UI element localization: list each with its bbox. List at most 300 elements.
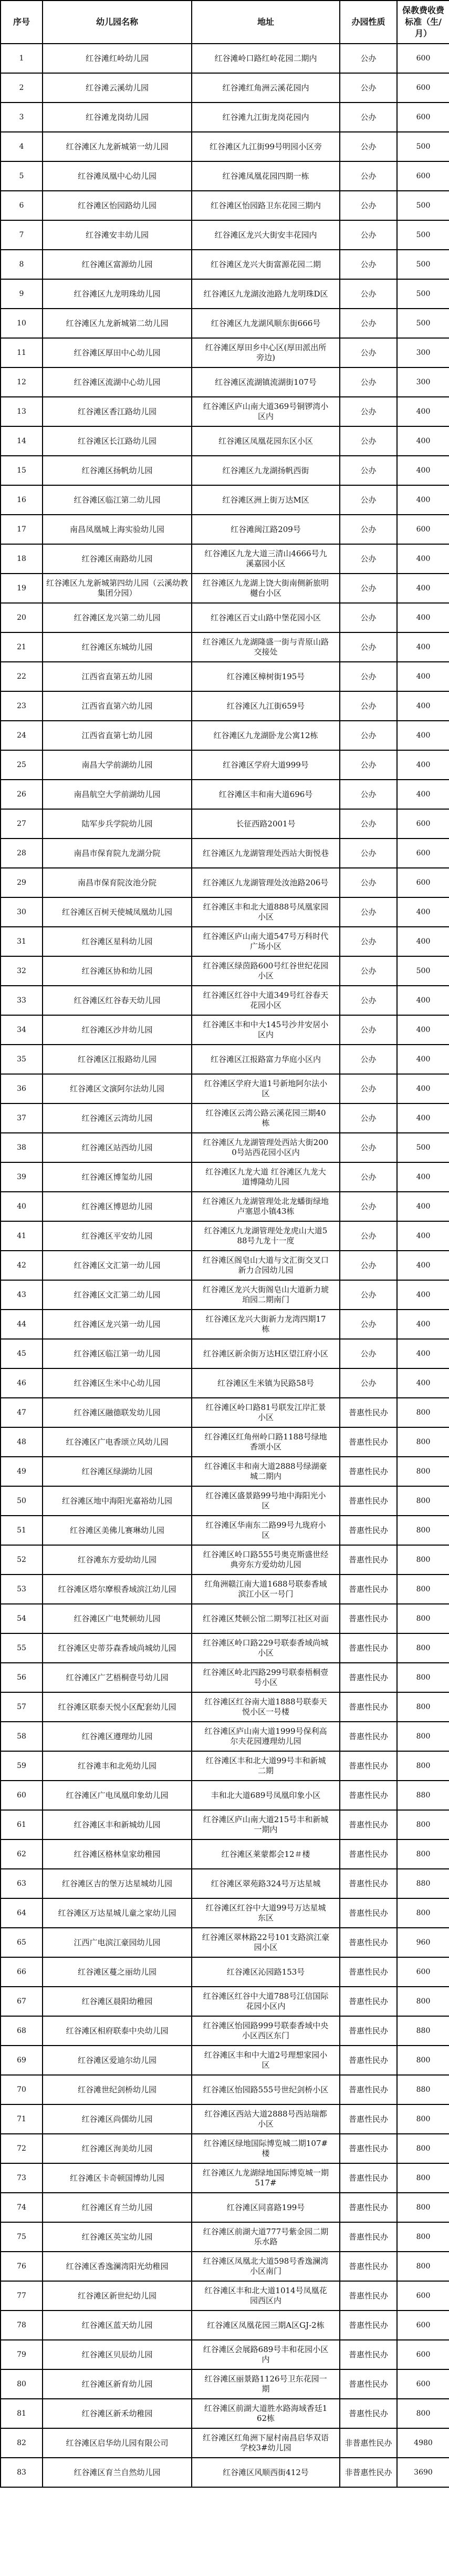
school-type: 普惠性民办 bbox=[340, 1898, 397, 1928]
school-type: 普惠性民办 bbox=[340, 2046, 397, 2075]
row-number: 18 bbox=[1, 544, 43, 574]
address: 红谷滩区华南东二路99号九珑府小区 bbox=[192, 1516, 340, 1545]
school-type: 公办 bbox=[340, 103, 397, 132]
address: 红谷滩凤凰花园四期一栋 bbox=[192, 161, 340, 191]
school-type: 公办 bbox=[340, 750, 397, 780]
table-row bbox=[1, 367, 449, 397]
monthly-fee: 800 bbox=[397, 2046, 449, 2075]
kindergarten-name: 红谷滩区绿湖幼儿园 bbox=[43, 1457, 192, 1486]
kindergarten-name: 红谷滩区格林皇家幼稚园 bbox=[43, 1839, 192, 1869]
address: 红谷滩区九龙大道 红谷滩区九龙大道博隆幼儿园 bbox=[192, 1162, 340, 1192]
table-row bbox=[1, 1751, 449, 1781]
school-type: 公办 bbox=[340, 574, 397, 603]
table-row bbox=[1, 956, 449, 986]
table-row bbox=[1, 1074, 449, 1103]
row-number: 63 bbox=[1, 1869, 43, 1898]
monthly-fee: 600 bbox=[397, 809, 449, 839]
row-number: 34 bbox=[1, 1015, 43, 1045]
monthly-fee: 400 bbox=[397, 1015, 449, 1045]
school-type: 公办 bbox=[340, 662, 397, 691]
row-number: 10 bbox=[1, 309, 43, 338]
monthly-fee: 800 bbox=[397, 1457, 449, 1486]
row-number: 16 bbox=[1, 485, 43, 515]
row-number: 15 bbox=[1, 456, 43, 485]
kindergarten-name: 南昌大学前湖幼儿园 bbox=[43, 750, 192, 780]
table-row bbox=[1, 662, 449, 691]
school-type: 公办 bbox=[340, 1074, 397, 1103]
table-row bbox=[1, 897, 449, 927]
school-type: 公办 bbox=[340, 986, 397, 1015]
monthly-fee: 400 bbox=[397, 1103, 449, 1133]
address: 红谷滩区九龙湖管理处汝池路206号 bbox=[192, 868, 340, 897]
address: 红谷滩区龙兴大街阁皂山大道新力琥珀园二期南门 bbox=[192, 1280, 340, 1310]
kindergarten-name: 红谷滩区长江路幼儿园 bbox=[43, 426, 192, 456]
table-row bbox=[1, 1781, 449, 1810]
monthly-fee: 800 bbox=[397, 2134, 449, 2163]
monthly-fee: 400 bbox=[397, 1045, 449, 1074]
monthly-fee: 600 bbox=[397, 2311, 449, 2340]
school-type: 普惠性民办 bbox=[340, 2075, 397, 2104]
table-header-row bbox=[1, 1, 449, 44]
kindergarten-name: 红谷滩龙岗幼儿园 bbox=[43, 103, 192, 132]
address: 红谷滩区百丈山路中堡花园小区 bbox=[192, 603, 340, 632]
row-number: 1 bbox=[1, 44, 43, 73]
address: 红谷滩区红谷中大道349号红谷春天花园小区 bbox=[192, 986, 340, 1015]
row-number: 70 bbox=[1, 2075, 43, 2104]
monthly-fee: 400 bbox=[397, 1368, 449, 1398]
school-type: 公办 bbox=[340, 1015, 397, 1045]
address: 红谷滩区丰和北大道99号丰和新城二期 bbox=[192, 1751, 340, 1781]
table-row bbox=[1, 986, 449, 1015]
kindergarten-name: 红谷滩丰和北苑幼儿园 bbox=[43, 1751, 192, 1781]
school-type: 公办 bbox=[340, 868, 397, 897]
address: 红谷滩区丰和中大145号沙井安居小区内 bbox=[192, 1015, 340, 1045]
table-row bbox=[1, 2163, 449, 2193]
row-number: 81 bbox=[1, 2399, 43, 2428]
address: 丰和北大道689号凤凰印象小区 bbox=[192, 1781, 340, 1810]
school-type: 普惠性民办 bbox=[340, 1486, 397, 1516]
monthly-fee: 3690 bbox=[397, 2458, 449, 2487]
monthly-fee: 880 bbox=[397, 2016, 449, 2046]
kindergarten-name: 红谷滩区九龙明珠幼儿园 bbox=[43, 279, 192, 309]
monthly-fee: 500 bbox=[397, 309, 449, 338]
monthly-fee: 500 bbox=[397, 956, 449, 986]
kindergarten-name: 红谷滩区临江第一幼儿园 bbox=[43, 1339, 192, 1368]
row-number: 5 bbox=[1, 161, 43, 191]
school-type: 公办 bbox=[340, 1280, 397, 1310]
kindergarten-name: 红谷滩凤凰中心幼儿园 bbox=[43, 161, 192, 191]
address: 红谷滩区沁园路153号 bbox=[192, 1957, 340, 1987]
kindergarten-name: 红谷滩区尚儒幼儿园 bbox=[43, 2104, 192, 2134]
table-row bbox=[1, 574, 449, 603]
address: 红谷滩区龙兴大街富源花园二期 bbox=[192, 250, 340, 279]
table-row bbox=[1, 2311, 449, 2340]
address: 红谷滩区生米镇为民路58号 bbox=[192, 1368, 340, 1398]
school-type: 公办 bbox=[340, 1103, 397, 1133]
monthly-fee: 400 bbox=[397, 632, 449, 662]
kindergarten-name: 红谷滩区博恩幼儿园 bbox=[43, 1192, 192, 1221]
kindergarten-name: 红谷滩区文汇第一幼儿园 bbox=[43, 1251, 192, 1280]
address: 红谷滩区九江街99号明园小区旁 bbox=[192, 132, 340, 161]
row-number: 83 bbox=[1, 2458, 43, 2487]
school-type: 普惠性民办 bbox=[340, 1427, 397, 1457]
school-type: 普惠性民办 bbox=[340, 1928, 397, 1957]
table-row bbox=[1, 2340, 449, 2369]
kindergarten-name: 红谷滩区塔尔摩根香域滨江幼儿园 bbox=[43, 1575, 192, 1604]
school-type: 普惠性民办 bbox=[340, 1516, 397, 1545]
table-row bbox=[1, 1516, 449, 1545]
row-number: 54 bbox=[1, 1604, 43, 1633]
row-number: 11 bbox=[1, 338, 43, 367]
row-number: 44 bbox=[1, 1310, 43, 1339]
row-number: 73 bbox=[1, 2163, 43, 2193]
school-type: 普惠性民办 bbox=[340, 1457, 397, 1486]
monthly-fee: 600 bbox=[397, 2281, 449, 2311]
table-row bbox=[1, 1015, 449, 1045]
row-number: 36 bbox=[1, 1074, 43, 1103]
kindergarten-name: 红谷滩区广电梵顿幼儿园 bbox=[43, 1604, 192, 1633]
kindergarten-name: 江西省直第七幼儿园 bbox=[43, 721, 192, 750]
school-type: 公办 bbox=[340, 456, 397, 485]
kindergarten-name: 红谷滩区广电香颂立风幼儿园 bbox=[43, 1427, 192, 1457]
address: 红谷滩区怡园路555号世纪剑桥小区 bbox=[192, 2075, 340, 2104]
kindergarten-name: 南昌航空大学前湖幼儿园 bbox=[43, 780, 192, 809]
monthly-fee: 400 bbox=[397, 603, 449, 632]
row-number: 31 bbox=[1, 927, 43, 956]
address: 红谷滩区九龙湖上饶大街南侧新旅明樾台小区 bbox=[192, 574, 340, 603]
monthly-fee: 800 bbox=[397, 2104, 449, 2134]
row-number: 4 bbox=[1, 132, 43, 161]
row-number: 45 bbox=[1, 1339, 43, 1368]
table-row bbox=[1, 1898, 449, 1928]
address: 红谷滩区凤凰花园东区小区 bbox=[192, 426, 340, 456]
row-number: 12 bbox=[1, 367, 43, 397]
table-row bbox=[1, 2222, 449, 2252]
table-row bbox=[1, 161, 449, 191]
address: 红谷滩区翠苑路324号万达星城 bbox=[192, 1869, 340, 1898]
address: 红谷滩红角洲云溪花园内 bbox=[192, 73, 340, 103]
table-row bbox=[1, 2399, 449, 2428]
row-number: 64 bbox=[1, 1898, 43, 1928]
school-type: 普惠性民办 bbox=[340, 2163, 397, 2193]
monthly-fee: 400 bbox=[397, 426, 449, 456]
row-number: 30 bbox=[1, 897, 43, 927]
table-row bbox=[1, 780, 449, 809]
table-row bbox=[1, 1987, 449, 2016]
address: 红谷滩区风顺西街412号 bbox=[192, 2458, 340, 2487]
kindergarten-name: 红谷滩区龙兴第一幼儿园 bbox=[43, 1310, 192, 1339]
table-row bbox=[1, 1457, 449, 1486]
row-number: 61 bbox=[1, 1810, 43, 1839]
school-type: 普惠性民办 bbox=[340, 1545, 397, 1575]
monthly-fee: 400 bbox=[397, 897, 449, 927]
monthly-fee: 800 bbox=[397, 1633, 449, 1663]
table-row bbox=[1, 279, 449, 309]
table-row bbox=[1, 1310, 449, 1339]
monthly-fee: 600 bbox=[397, 515, 449, 544]
monthly-fee: 800 bbox=[397, 1486, 449, 1516]
kindergarten-name: 红谷滩区丰和新城幼儿园 bbox=[43, 1810, 192, 1839]
header-name: 幼儿园名称 bbox=[43, 1, 192, 44]
table-row bbox=[1, 2134, 449, 2163]
kindergarten-name: 红谷滩区临江第二幼儿园 bbox=[43, 485, 192, 515]
school-type: 非普惠性民办 bbox=[340, 2428, 397, 2458]
address: 红谷滩区红谷中大道99号万达星城东区 bbox=[192, 1898, 340, 1928]
row-number: 49 bbox=[1, 1457, 43, 1486]
address: 红谷滩区九龙湖风顺东街666号 bbox=[192, 309, 340, 338]
monthly-fee: 400 bbox=[397, 986, 449, 1015]
table-row bbox=[1, 1810, 449, 1839]
row-number: 74 bbox=[1, 2193, 43, 2222]
address: 红谷滩区岭口路81号联发江岸汇景小区 bbox=[192, 1398, 340, 1427]
address: 红谷滩区岭北四路299号联泰梧桐壹号小区 bbox=[192, 1663, 340, 1692]
table-row bbox=[1, 191, 449, 220]
monthly-fee: 800 bbox=[397, 1516, 449, 1545]
row-number: 62 bbox=[1, 1839, 43, 1869]
kindergarten-name: 红谷滩区遵理幼儿园 bbox=[43, 1722, 192, 1751]
table-row bbox=[1, 1486, 449, 1516]
table-row bbox=[1, 250, 449, 279]
table-row bbox=[1, 338, 449, 367]
school-type: 普惠性民办 bbox=[340, 1575, 397, 1604]
school-type: 公办 bbox=[340, 1251, 397, 1280]
table-row bbox=[1, 809, 449, 839]
kindergarten-name: 红谷滩区云湾幼儿园 bbox=[43, 1103, 192, 1133]
school-type: 公办 bbox=[340, 220, 397, 250]
address: 红谷滩区庐山南大道1999号保利高尔夫花园遵理幼儿园 bbox=[192, 1722, 340, 1751]
kindergarten-name: 红谷滩区育兰幼儿园 bbox=[43, 2193, 192, 2222]
address: 红谷滩区九江街659号 bbox=[192, 691, 340, 721]
monthly-fee: 400 bbox=[397, 721, 449, 750]
address: 红谷滩区岭口路229号联泰香域尚城小区 bbox=[192, 1633, 340, 1663]
header-no: 序号 bbox=[1, 1, 43, 44]
monthly-fee: 880 bbox=[397, 2075, 449, 2104]
address: 红谷滩区厚田乡中心区(厚田派出所旁边) bbox=[192, 338, 340, 367]
kindergarten-name: 红谷滩世纪剑桥幼儿园 bbox=[43, 2075, 192, 2104]
address: 红谷滩区前湖大道777号紫金园二期乐水路 bbox=[192, 2222, 340, 2252]
school-type: 普惠性民办 bbox=[340, 1987, 397, 2016]
monthly-fee: 800 bbox=[397, 2163, 449, 2193]
school-type: 公办 bbox=[340, 1310, 397, 1339]
table-row bbox=[1, 515, 449, 544]
row-number: 7 bbox=[1, 220, 43, 250]
monthly-fee: 600 bbox=[397, 161, 449, 191]
school-type: 公办 bbox=[340, 250, 397, 279]
address: 红谷滩区红谷南大道1888号联泰天悦小区一号楼 bbox=[192, 1692, 340, 1722]
kindergarten-name: 红谷滩区扬帆幼儿园 bbox=[43, 456, 192, 485]
table-row bbox=[1, 721, 449, 750]
kindergarten-name: 红谷滩区东城幼儿园 bbox=[43, 632, 192, 662]
school-type: 普惠性民办 bbox=[340, 2193, 397, 2222]
kindergarten-name: 红谷滩区启华幼儿园有限公司 bbox=[43, 2428, 192, 2458]
kindergarten-name: 红谷滩区洵美幼儿园 bbox=[43, 2134, 192, 2163]
monthly-fee: 600 bbox=[397, 73, 449, 103]
address: 红谷滩区丰和北大道888号凤凰家园小区 bbox=[192, 897, 340, 927]
monthly-fee: 500 bbox=[397, 250, 449, 279]
row-number: 28 bbox=[1, 839, 43, 868]
monthly-fee: 400 bbox=[397, 544, 449, 574]
school-type: 公办 bbox=[340, 397, 397, 426]
kindergarten-name: 江西广电滨江豪园幼儿园 bbox=[43, 1928, 192, 1957]
row-number: 13 bbox=[1, 397, 43, 426]
monthly-fee: 800 bbox=[397, 2193, 449, 2222]
kindergarten-name: 红谷滩区新育幼儿园 bbox=[43, 2369, 192, 2399]
kindergarten-name: 红谷滩区九龙新城第二幼儿园 bbox=[43, 309, 192, 338]
table-row bbox=[1, 1545, 449, 1575]
school-type: 公办 bbox=[340, 191, 397, 220]
monthly-fee: 600 bbox=[397, 868, 449, 897]
row-number: 50 bbox=[1, 1486, 43, 1516]
kindergarten-name: 红谷滩区九龙新城第一幼儿园 bbox=[43, 132, 192, 161]
row-number: 78 bbox=[1, 2311, 43, 2340]
address: 红谷滩区庐山南大道547号万科时代广场小区 bbox=[192, 927, 340, 956]
school-type: 普惠性民办 bbox=[340, 2399, 397, 2428]
table-row bbox=[1, 691, 449, 721]
school-type: 公办 bbox=[340, 721, 397, 750]
address: 红谷滩区怡园路999号联泰香域中央小区西区东门 bbox=[192, 2016, 340, 2046]
address: 红谷滩区九龙湖绿地国际博览城一期517# bbox=[192, 2163, 340, 2193]
monthly-fee: 400 bbox=[397, 662, 449, 691]
table-row bbox=[1, 73, 449, 103]
kindergarten-name: 红谷滩区广艺梧桐壹号幼儿园 bbox=[43, 1663, 192, 1692]
table-row bbox=[1, 1869, 449, 1898]
row-number: 48 bbox=[1, 1427, 43, 1457]
address: 红谷滩区绿地国际博览城二期107#楼 bbox=[192, 2134, 340, 2163]
monthly-fee: 800 bbox=[397, 1987, 449, 2016]
monthly-fee: 400 bbox=[397, 780, 449, 809]
school-type: 普惠性民办 bbox=[340, 2281, 397, 2311]
table-row bbox=[1, 544, 449, 574]
school-type: 普惠性民办 bbox=[340, 2369, 397, 2399]
school-type: 公办 bbox=[340, 1339, 397, 1368]
row-number: 59 bbox=[1, 1751, 43, 1781]
table-row bbox=[1, 750, 449, 780]
row-number: 22 bbox=[1, 662, 43, 691]
school-type: 普惠性民办 bbox=[340, 1869, 397, 1898]
address: 红谷滩区九龙大道三清山4666号九溪嘉园小区 bbox=[192, 544, 340, 574]
kindergarten-name: 红谷滩区史蒂芬森香域尚城幼儿园 bbox=[43, 1633, 192, 1663]
school-type: 普惠性民办 bbox=[340, 1781, 397, 1810]
kindergarten-name: 红谷滩区晨阳幼稚园 bbox=[43, 1987, 192, 2016]
address: 红谷滩区丰和北大道1014号凤凰花园西区内 bbox=[192, 2281, 340, 2311]
school-type: 普惠性民办 bbox=[340, 1663, 397, 1692]
row-number: 40 bbox=[1, 1192, 43, 1221]
school-type: 普惠性民办 bbox=[340, 1722, 397, 1751]
address: 红谷滩区九龙湖卧龙公寓12栋 bbox=[192, 721, 340, 750]
kindergarten-name: 陆军步兵学院幼儿园 bbox=[43, 809, 192, 839]
row-number: 55 bbox=[1, 1633, 43, 1663]
school-type: 公办 bbox=[340, 73, 397, 103]
monthly-fee: 500 bbox=[397, 191, 449, 220]
kindergarten-name: 红谷滩区江报路幼儿园 bbox=[43, 1045, 192, 1074]
table-row bbox=[1, 1604, 449, 1633]
table-row bbox=[1, 309, 449, 338]
address: 红谷滩区丽景路1126号卫东花园一期 bbox=[192, 2369, 340, 2399]
row-number: 43 bbox=[1, 1280, 43, 1310]
address: 红谷滩区九龙湖管理处龙虎山大道588号九龙十一度 bbox=[192, 1221, 340, 1251]
header-fee: 保教费收费标准（生/月） bbox=[397, 1, 449, 44]
kindergarten-name: 红谷滩区英宝幼儿园 bbox=[43, 2222, 192, 2252]
monthly-fee: 400 bbox=[397, 1074, 449, 1103]
school-type: 公办 bbox=[340, 691, 397, 721]
monthly-fee: 400 bbox=[397, 927, 449, 956]
table-row bbox=[1, 1633, 449, 1663]
row-number: 53 bbox=[1, 1575, 43, 1604]
school-type: 公办 bbox=[340, 367, 397, 397]
address: 红谷滩区丰和南大道696号 bbox=[192, 780, 340, 809]
table-row bbox=[1, 103, 449, 132]
school-type: 公办 bbox=[340, 897, 397, 927]
row-number: 60 bbox=[1, 1781, 43, 1810]
kindergarten-name: 红谷滩区协和幼儿园 bbox=[43, 956, 192, 986]
school-type: 公办 bbox=[340, 485, 397, 515]
kindergarten-name: 红谷滩区沙井幼儿园 bbox=[43, 1015, 192, 1045]
school-type: 公办 bbox=[340, 426, 397, 456]
kindergarten-name: 红谷滩东方爱幼幼儿园 bbox=[43, 1545, 192, 1575]
school-type: 公办 bbox=[340, 161, 397, 191]
row-number: 2 bbox=[1, 73, 43, 103]
kindergarten-name: 红谷滩区香江路幼儿园 bbox=[43, 397, 192, 426]
kindergarten-name: 红谷滩区平安幼儿园 bbox=[43, 1221, 192, 1251]
address: 红谷滩区九龙湖管理处西站大街悦巷 bbox=[192, 839, 340, 868]
row-number: 80 bbox=[1, 2369, 43, 2399]
kindergarten-name: 红谷滩区龙兴第二幼儿园 bbox=[43, 603, 192, 632]
table-row bbox=[1, 2428, 449, 2458]
row-number: 42 bbox=[1, 1251, 43, 1280]
school-type: 普惠性民办 bbox=[340, 1633, 397, 1663]
school-type: 公办 bbox=[340, 1133, 397, 1162]
school-type: 普惠性民办 bbox=[340, 2311, 397, 2340]
monthly-fee: 800 bbox=[397, 1663, 449, 1692]
monthly-fee: 800 bbox=[397, 1839, 449, 1869]
kindergarten-name: 南昌市保育院九龙湖分院 bbox=[43, 839, 192, 868]
address: 红谷滩区庐山南大道215号丰和新城一期内 bbox=[192, 1810, 340, 1839]
address: 红谷滩区凤凰花园三期A区GJ-2栋 bbox=[192, 2311, 340, 2340]
school-type: 公办 bbox=[340, 1368, 397, 1398]
table-row bbox=[1, 397, 449, 426]
monthly-fee: 400 bbox=[397, 691, 449, 721]
address: 长征西路2001号 bbox=[192, 809, 340, 839]
kindergarten-name: 红谷滩区星科幼儿园 bbox=[43, 927, 192, 956]
address: 红谷滩区会展路689号丰和花园小区内 bbox=[192, 2340, 340, 2369]
school-type: 普惠性民办 bbox=[340, 1751, 397, 1781]
school-type: 公办 bbox=[340, 632, 397, 662]
row-number: 29 bbox=[1, 868, 43, 897]
kindergarten-name: 红谷滩红岭幼儿园 bbox=[43, 44, 192, 73]
row-number: 19 bbox=[1, 574, 43, 603]
kindergarten-name: 红谷滩区相府联泰中央幼儿园 bbox=[43, 2016, 192, 2046]
address: 红谷滩区丰和南大道2888号绿湖豪城二期内 bbox=[192, 1457, 340, 1486]
table-row bbox=[1, 1663, 449, 1692]
kindergarten-name: 红谷滩区博玺幼儿园 bbox=[43, 1162, 192, 1192]
school-type: 普惠性民办 bbox=[340, 2252, 397, 2281]
kindergarten-name: 江西省直第六幼儿园 bbox=[43, 691, 192, 721]
kindergarten-name: 红谷滩区红谷春天幼儿园 bbox=[43, 986, 192, 1015]
table-row bbox=[1, 839, 449, 868]
address: 红谷滩区同喜路199号 bbox=[192, 2193, 340, 2222]
table-row bbox=[1, 220, 449, 250]
row-number: 72 bbox=[1, 2134, 43, 2163]
table-row bbox=[1, 2016, 449, 2046]
row-number: 3 bbox=[1, 103, 43, 132]
address: 红谷滩区红谷中大道788号江信国际花园小区内 bbox=[192, 1987, 340, 2016]
kindergarten-name: 红谷滩区文演阿尔法幼儿园 bbox=[43, 1074, 192, 1103]
kindergarten-name: 江西省直第五幼儿园 bbox=[43, 662, 192, 691]
kindergarten-name: 红谷滩区万达星城儿童之家幼儿园 bbox=[43, 1898, 192, 1928]
kindergarten-name: 红谷滩区新禾幼稚园 bbox=[43, 2399, 192, 2428]
kindergarten-name: 南昌凤凰城上海实验幼儿园 bbox=[43, 515, 192, 544]
address: 红谷滩区学府大道1号新地阿尔法小区 bbox=[192, 1074, 340, 1103]
